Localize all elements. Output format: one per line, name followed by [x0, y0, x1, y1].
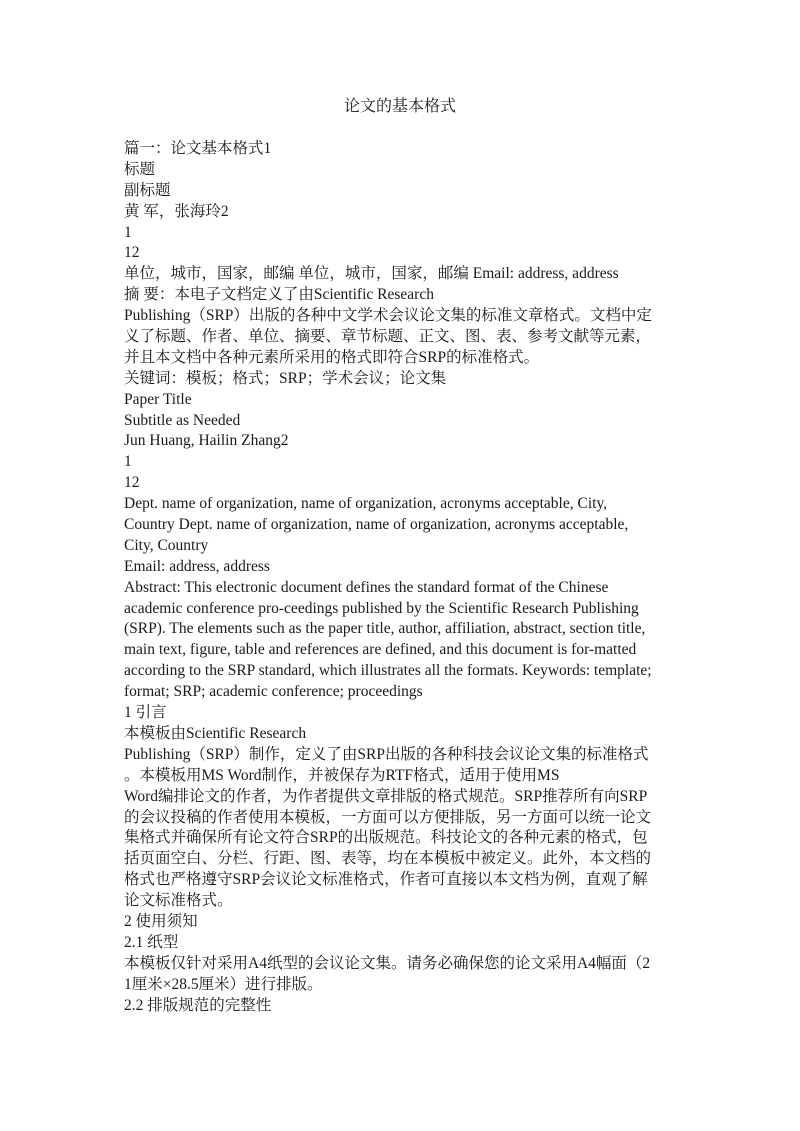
- text-line: 关键词：模板；格式；SRP；学术会议；论文集: [124, 369, 447, 387]
- document-title: 论文的基本格式: [343, 98, 456, 115]
- text-line: main text, figure, table and references are defined, and this document is for-matted: [124, 641, 637, 659]
- text-line: 单位，城市，国家，邮编 单位，城市，国家，邮编 Email: address, address: [124, 265, 619, 283]
- text-line: 义了标题、作者、单位、摘要、章节标题、正文、图、表、参考文献等元素，: [124, 328, 652, 346]
- text-line: 括页面空白、分栏、行距、图、表等，均在本模板中被定义。此外，本文档的: [124, 850, 652, 868]
- text-line: 12: [124, 244, 140, 262]
- text-line: academic conference pro-ceedings published by the Scientific Research Publishing: [124, 599, 639, 617]
- text-line: Abstract: This electronic document defines the standard format of the Chinese: [124, 578, 609, 596]
- text-line: 论文标准格式。: [124, 892, 233, 910]
- text-line: 黄 军，张海玲2: [124, 202, 229, 220]
- text-line: 2.2 排版规范的完整性: [124, 996, 272, 1014]
- text-line: 并且本文档中各种元素所采用的格式即符合SRP的标准格式。: [124, 348, 540, 366]
- text-line: Subtitle as Needed: [124, 411, 241, 429]
- text-line: Country Dept. name of organization, name of organization, acronyms acceptable,: [124, 516, 629, 534]
- text-line: Paper Title: [124, 390, 192, 408]
- text-line: 2.1 纸型: [124, 933, 179, 951]
- text-line: Publishing（SRP）制作，定义了由SRP出版的各种科技会议论文集的标准格式: [124, 745, 649, 763]
- text-line: 标题: [124, 160, 156, 178]
- document-body: [124, 139, 684, 1016]
- text-line: 1厘米×28.5厘米）进行排版。: [124, 975, 323, 993]
- text-line: City, Country: [124, 536, 209, 554]
- text-line: 本模板由Scientific Research: [124, 724, 307, 742]
- text-line: Dept. name of organization, name of organization, acronyms acceptable, City,: [124, 495, 608, 513]
- text-line: 2 使用须知: [124, 912, 198, 930]
- text-line: 1: [124, 223, 132, 241]
- text-line: 副标题: [124, 181, 171, 199]
- text-line: 1 引言: [124, 704, 167, 722]
- text-line: 本模板仅针对采用A4纸型的会议论文集。请务必确保您的论文采用A4幅面（2: [124, 954, 651, 972]
- text-line: 的会议投稿的作者使用本模板，一方面可以方便排版，另一方面可以统一论文: [124, 808, 652, 826]
- text-line: format; SRP; academic conference; proceedings: [124, 683, 423, 701]
- text-line: Email: address, address: [124, 557, 270, 575]
- text-line: 篇一：论文基本格式1: [124, 140, 272, 157]
- text-line: 集格式并确保所有论文符合SRP的出版规范。科技论文的各种元素的格式，包: [124, 829, 648, 847]
- text-line: Word编排论文的作者，为作者提供文章排版的格式规范。SRP推荐所有向SRP: [124, 787, 648, 805]
- text-line: 摘 要：本电子文档定义了由Scientific Research: [124, 286, 434, 304]
- text-line: Publishing（SRP）出版的各种中文学术会议论文集的标准文章格式。文档中定: [124, 307, 652, 325]
- text-line: according to the SRP standard, which illustrates all the formats. Keywords: template;: [124, 662, 652, 680]
- text-line: (SRP). The elements such as the paper title, author, affiliation, abstract, section title,: [124, 620, 646, 638]
- text-line: Jun Huang, Hailin Zhang2: [124, 432, 289, 450]
- text-line: 1: [124, 453, 132, 471]
- text-line: 12: [124, 474, 140, 492]
- text-line: 。本模板用MS Word制作，并被保存为RTF格式，适用于使用MS: [124, 766, 560, 784]
- text-line: 格式也严格遵守SRP会议论文标准格式，作者可直接以本文档为例，直观了解: [124, 871, 648, 889]
